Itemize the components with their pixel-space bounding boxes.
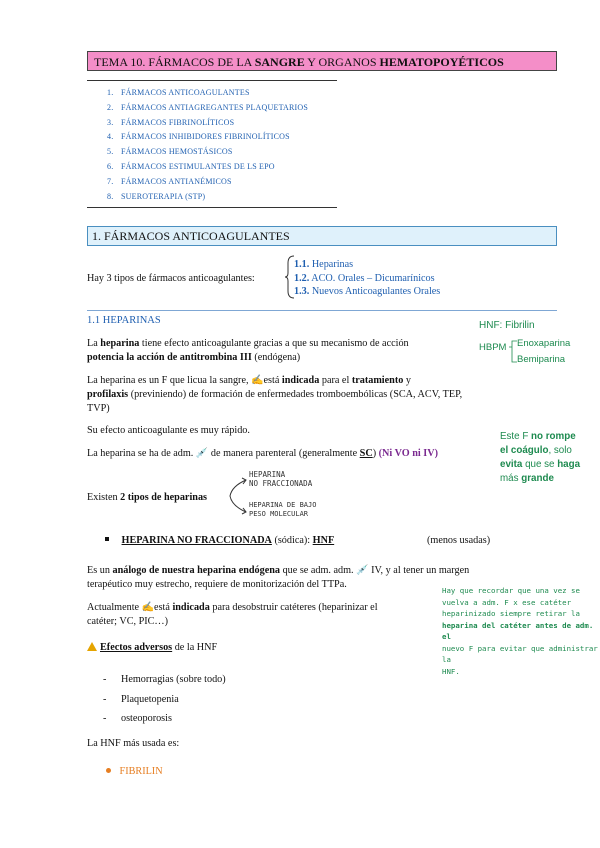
- toc-item[interactable]: [107, 101, 308, 116]
- list-item: 1.2. ACO. Orales – Dicumarínicos: [294, 272, 435, 284]
- toc-item-label: FÁRMACOS ANTIANÉMICOS: [121, 176, 232, 186]
- toc-item-number: 2.: [107, 102, 114, 112]
- toc-item-label: FÁRMACOS HEMOSTÁSICOS: [121, 147, 233, 157]
- toc-item[interactable]: [107, 116, 308, 131]
- subsection-rule: [87, 310, 557, 311]
- toc-item-label: SUEROTERAPIA (STP): [121, 191, 206, 201]
- pencil-icon: ✍: [141, 602, 155, 613]
- toc-item-number: 5.: [107, 147, 114, 157]
- intro-text: Hay 3 tipos de fármacos anticoagulantes:: [87, 273, 255, 284]
- list-item: 1.3. Nuevos Anticoagulantes Orales: [294, 286, 441, 297]
- toc-top-rule: [87, 80, 337, 81]
- list-item: - Plaquetopenia: [103, 693, 179, 705]
- toc-item-number: 8.: [107, 191, 114, 201]
- table-of-contents: [107, 86, 308, 204]
- fibrilin-item: FIBRILIN: [106, 765, 163, 779]
- toc-item-number: 7.: [107, 176, 114, 186]
- branch-arrows-icon: [226, 476, 248, 516]
- toc-item[interactable]: [107, 130, 308, 145]
- list-item: - Hemorragias (sobre todo): [103, 674, 226, 685]
- toc-item[interactable]: [107, 190, 308, 205]
- bullet-dot-icon: [106, 768, 111, 773]
- toc-item-label: FÁRMACOS ANTICOAGULANTES: [121, 88, 250, 97]
- toc-item-number: 1.: [107, 88, 114, 97]
- side-note-hbpm: HBPM: [479, 342, 507, 353]
- toc-item[interactable]: [107, 86, 308, 101]
- paragraph-tipos: Existen 2 tipos de heparinas: [87, 492, 208, 503]
- list-item: 1.1. Heparinas: [294, 259, 354, 270]
- paragraph-administracion: La heparina se ha de adm. 💉 de manera parenteral (generalmente SC) (Ni VO ni IV): [87, 448, 438, 459]
- handnote-hbpm: HEPARINA DE BAJO PESO MOLECULAR: [249, 501, 317, 518]
- toc-item-label: FÁRMACOS ANTIAGREGANTES PLAQUETARIOS: [121, 102, 309, 112]
- toc-item[interactable]: [107, 160, 308, 175]
- side-note-hnf: HNF: Fibrilin: [479, 320, 535, 331]
- adverse-heading: Efectos adversos de la HNF: [87, 641, 217, 655]
- paragraph-rapido: Su efecto anticoagulante es muy rápido.: [87, 425, 250, 436]
- syringe-icon: 💉: [195, 448, 209, 459]
- page-title: TEMA 10. FÁRMACOS DE LA SANGRE Y ORGANOS HEMATOPOYÉTICOS: [87, 51, 557, 71]
- hnf-heading: HEPARINA NO FRACCIONADA (sódica): HNF (menos usadas): [105, 534, 505, 548]
- list-item: - osteoporosis: [103, 713, 172, 724]
- toc-item[interactable]: [107, 145, 308, 160]
- adverse-list: [103, 670, 226, 729]
- pencil-icon: ✍: [251, 375, 264, 386]
- warning-icon: [87, 642, 97, 651]
- syringe-icon: 💉: [356, 565, 369, 576]
- paragraph-cateteres: Actualmente ✍está indicada para desobstruir catéteres (heparinizar el catéter; VC, PIC…): [87, 602, 378, 627]
- side-note-coagulo: Este F no rompe el coágulo, solo evita que se haga más grande: [500, 431, 581, 484]
- toc-item-label: FÁRMACOS INHIBIDORES FIBRINOLÍTICOS: [121, 132, 290, 142]
- handnote-hnf: HEPARINA NO FRACCIONADA: [249, 470, 313, 488]
- most-used-text: La HNF más usada es:: [87, 738, 180, 749]
- bullet-square-icon: [105, 537, 109, 541]
- paragraph-indicacion: La heparina es un F que licua la sangre, ✍está indicada para el tratamiento y profilaxis (previniendo) de formación de enfermedades tromboembólicas (SCA, ACV, TEP, TVP): [87, 375, 463, 414]
- side-hbpm-list: Enoxaparina Bemiparina: [517, 338, 571, 365]
- toc-bottom-rule: [87, 207, 337, 208]
- toc-item-label: FÁRMACOS ESTIMULANTES DE LS EPO: [121, 161, 275, 171]
- side-note-cateter: Hay que recordar que una vez se vuelva a adm. F x ese catéter heparinizado siempre retirar la heparina del catéter antes de adm. el nuevo F para evitar que administrar la HNF.: [442, 586, 598, 676]
- subsection-title: 1.1 HEPARINAS: [87, 315, 161, 326]
- toc-item[interactable]: [107, 175, 308, 190]
- paragraph-heparina: La heparina tiene efecto anticoagulante gracias a que su mecanismo de acción potencia la acción de antitrombina III (endógena): [87, 338, 409, 363]
- toc-item-label: FÁRMACOS FIBRINOLÍTICOS: [121, 117, 235, 127]
- types-list: [294, 258, 440, 299]
- paragraph-analogo: Es un análogo de nuestra heparina endógena que se adm. adm. 💉 IV, y al tener un margen terapéutico muy estrecho, requiere de monitorización del TTPa.: [87, 565, 470, 590]
- section-heading: 1. FÁRMACOS ANTICOAGULANTES: [87, 226, 557, 246]
- toc-item-number: 3.: [107, 117, 114, 127]
- toc-item-number: 6.: [107, 161, 114, 171]
- toc-item-number: 4.: [107, 132, 114, 142]
